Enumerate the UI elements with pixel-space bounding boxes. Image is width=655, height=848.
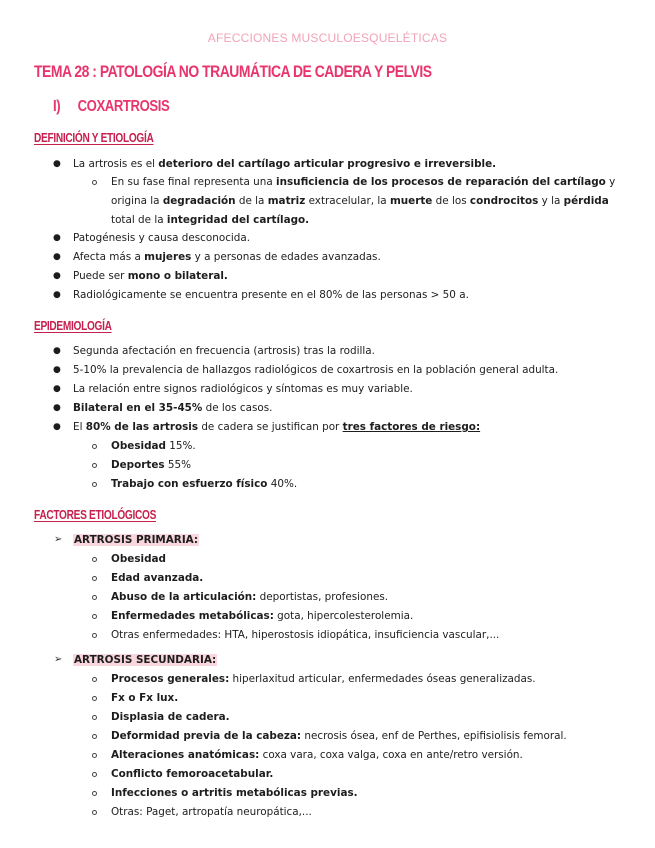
circle-bullet xyxy=(92,791,97,796)
circle-bullet xyxy=(92,633,97,638)
circle-bullet xyxy=(92,753,97,758)
primaria-item-2: Edad avanzada. xyxy=(111,572,204,584)
definicion-bullet-1: La artrosis es el deterioro del cartílago articular progresivo e irreversible. xyxy=(73,158,497,170)
circle-bullet xyxy=(92,734,97,739)
epidemiologia-bullet-2: 5-10% la prevalencia de hallazgos radiológicos de coxartrosis en la población general adulta. xyxy=(73,364,559,376)
circle-bullet xyxy=(92,595,97,600)
bullet-dot: ● xyxy=(53,384,61,394)
circle-bullet xyxy=(92,677,97,682)
primaria-item-1: Obesidad xyxy=(111,553,166,565)
artrosis-primaria-label: ARTROSIS PRIMARIA: xyxy=(74,534,199,546)
secundaria-item-4: Deformidad previa de la cabeza: necrosis ósea, enf de Perthes, epifisiolisis femoral. xyxy=(111,730,567,742)
primaria-item-5: Otras enfermedades: HTA, hiperostosis idiopática, insuficiencia vascular,... xyxy=(111,629,500,641)
section-heading xyxy=(53,98,169,116)
arrow-bullet: ➢ xyxy=(54,534,63,545)
epidemiologia-heading: EPIDEMIOLOGÍA xyxy=(34,318,112,333)
risk-factor-2: Deportes 55% xyxy=(111,459,191,471)
circle-bullet xyxy=(92,180,97,185)
bullet-dot: ● xyxy=(53,159,61,169)
section-title: COXARTROSIS xyxy=(77,98,170,115)
definicion-bullet-2: Patogénesis y causa desconocida. xyxy=(73,232,251,244)
topic-title: TEMA 28 : PATOLOGÍA NO TRAUMÁTICA DE CADERA Y PELVIS xyxy=(34,62,432,81)
bullet-dot: ● xyxy=(53,365,61,375)
bullet-dot: ● xyxy=(53,271,61,281)
bullet-dot: ● xyxy=(53,422,61,432)
secundaria-item-8: Otras: Paget, artropatía neuropática,... xyxy=(111,806,312,818)
definicion-sub-line-1: En su fase final representa una insuficiencia de los procesos de reparación del cartílago y xyxy=(111,176,616,188)
bullet-dot: ● xyxy=(53,346,61,356)
definicion-bullet-3: Afecta más a mujeres y a personas de edades avanzadas. xyxy=(73,251,381,263)
definicion-bullet-4: Puede ser mono o bilateral. xyxy=(73,270,228,282)
epidemiologia-bullet-5: El 80% de las artrosis de cadera se justifican por tres factores de riesgo: xyxy=(73,421,481,433)
bullet-dot: ● xyxy=(53,403,61,413)
circle-bullet xyxy=(92,772,97,777)
secundaria-item-3: Displasia de cadera. xyxy=(111,711,230,723)
circle-bullet xyxy=(92,696,97,701)
circle-bullet xyxy=(92,463,97,468)
definicion-sub-line-3: total de la integridad del cartílago. xyxy=(111,214,310,226)
artrosis-secundaria-label: ARTROSIS SECUNDARIA: xyxy=(74,654,217,666)
primaria-item-4: Enfermedades metabólicas: gota, hipercolesterolemia. xyxy=(111,610,414,622)
definicion-bullet-5: Radiológicamente se encuentra presente en el 80% de las personas > 50 a. xyxy=(73,289,469,301)
definicion-sub-line-2: origina la degradación de la matriz extracelular, la muerte de los condrocitos y la pérdida xyxy=(111,195,609,207)
arrow-bullet: ➢ xyxy=(54,654,63,665)
secundaria-item-6: Conflicto femoroacetabular. xyxy=(111,768,274,780)
epidemiologia-bullet-3: La relación entre signos radiológicos y síntomas es muy variable. xyxy=(73,383,413,395)
circle-bullet xyxy=(92,444,97,449)
epidemiologia-bullet-4: Bilateral en el 35-45% de los casos. xyxy=(73,402,273,414)
secundaria-item-1: Procesos generales: hiperlaxitud articular, enfermedades óseas generalizadas. xyxy=(111,673,536,685)
bullet-dot: ● xyxy=(53,252,61,262)
circle-bullet xyxy=(92,576,97,581)
epidemiologia-bullet-1: Segunda afectación en frecuencia (artrosis) tras la rodilla. xyxy=(73,345,375,357)
definicion-heading: DEFINICIÓN Y ETIOLOGÍA xyxy=(34,130,154,145)
primaria-item-3: Abuso de la articulación: deportistas, profesiones. xyxy=(111,591,389,603)
risk-factor-1: Obesidad 15%. xyxy=(111,440,196,452)
secundaria-item-7: Infecciones o artritis metabólicas previas. xyxy=(111,787,358,799)
secundaria-item-2: Fx o Fx lux. xyxy=(111,692,179,704)
running-header: AFECCIONES MUSCULOESQUELÉTICAS xyxy=(207,31,448,45)
bullet-dot: ● xyxy=(53,233,61,243)
section-number: I) xyxy=(53,98,61,115)
bullet-dot: ● xyxy=(53,290,61,300)
circle-bullet xyxy=(92,810,97,815)
circle-bullet xyxy=(92,715,97,720)
circle-bullet xyxy=(92,614,97,619)
factores-heading: FACTORES ETIOLÓGICOS xyxy=(34,507,157,522)
circle-bullet xyxy=(92,482,97,487)
secundaria-item-5: Alteraciones anatómicas: coxa vara, coxa valga, coxa en ante/retro versión. xyxy=(111,749,523,761)
risk-factor-3: Trabajo con esfuerzo físico 40%. xyxy=(111,478,298,490)
circle-bullet xyxy=(92,557,97,562)
